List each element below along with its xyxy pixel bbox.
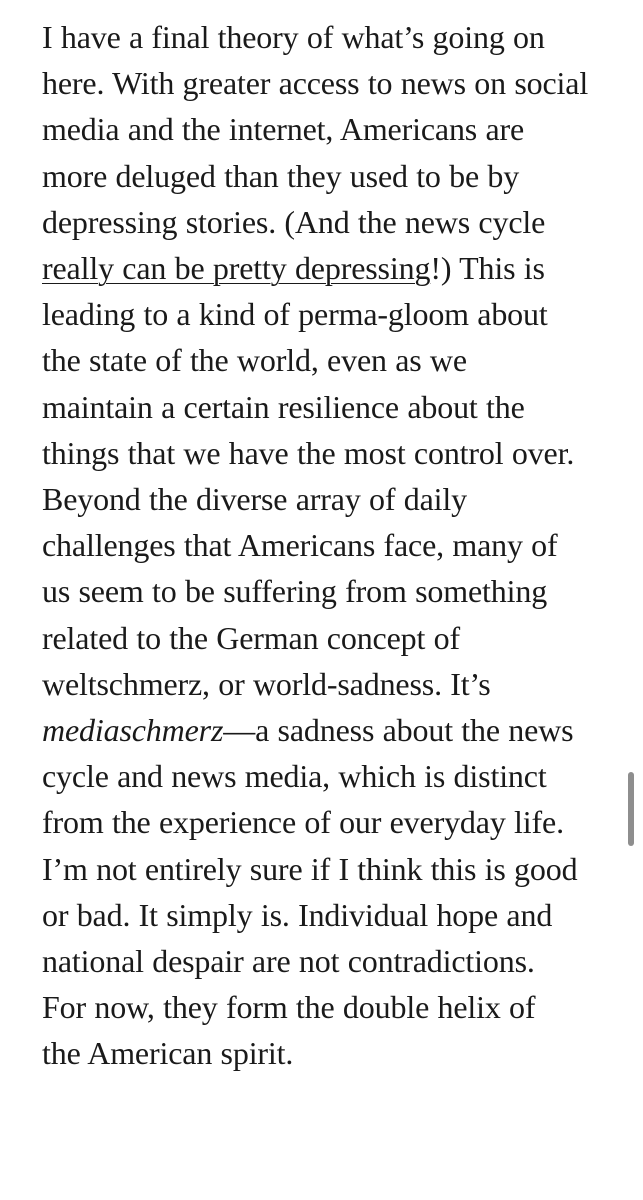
text-line: cycle and news media, which is distinct <box>42 758 547 795</box>
text-line: here. With greater access to news on social <box>42 65 589 102</box>
text-line: things that we have the most control over. <box>42 434 575 471</box>
italic-term: mediaschmerz <box>42 712 224 749</box>
text-line: challenges that Americans face, many of <box>42 527 558 564</box>
text-line: related to the German concept of <box>42 619 460 656</box>
depressing-news-link[interactable]: really can be pretty depressing <box>42 250 431 287</box>
text-line <box>42 707 622 753</box>
text-line: For now, they form the double helix of <box>42 989 536 1026</box>
text-line: national despair are not contradictions. <box>42 943 535 980</box>
text-line <box>42 245 622 291</box>
article-body <box>42 14 622 1077</box>
text-line: the state of the world, even as we <box>42 342 467 379</box>
text-line: us seem to be suffering from something <box>42 573 548 610</box>
text-fragment: !) This is <box>430 250 545 287</box>
text-line: I have a final theory of what’s going on <box>42 19 545 55</box>
text-line: leading to a kind of perma-gloom about <box>42 296 548 333</box>
text-line: I’m not entirely sure if I think this is good <box>42 850 578 887</box>
text-line: media and the internet, Americans are <box>42 111 525 148</box>
text-line: maintain a certain resilience about the <box>42 388 525 425</box>
scrollbar-thumb[interactable] <box>628 772 634 846</box>
text-line: Beyond the diverse array of daily <box>42 481 467 518</box>
text-line: more deluged than they used to be by <box>42 157 520 194</box>
text-line: from the experience of our everyday life. <box>42 804 564 841</box>
text-line: weltschmerz, or world-sadness. It’s <box>42 665 491 702</box>
text-line: the American spirit. <box>42 1035 294 1072</box>
text-line: or bad. It simply is. Individual hope and <box>42 896 553 933</box>
text-fragment: —a sadness about the news <box>223 712 574 749</box>
text-line: depressing stories. (And the news cycle <box>42 203 546 240</box>
